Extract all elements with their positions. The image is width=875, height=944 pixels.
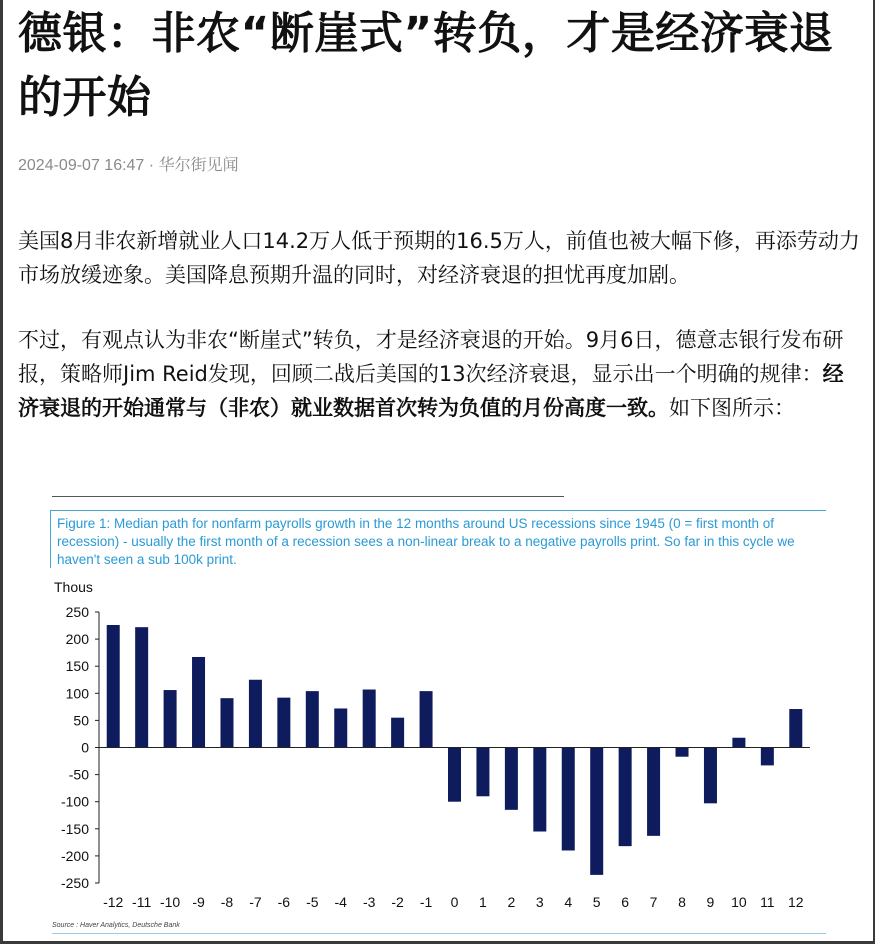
frame-left-border — [0, 0, 3, 944]
x-tick-label: -7 — [249, 894, 262, 910]
bar — [334, 708, 347, 747]
y-axis-label: Thous — [54, 579, 93, 595]
bar — [448, 748, 461, 802]
bar — [391, 718, 404, 748]
x-tick-label: 12 — [787, 894, 804, 910]
chart-figure — [46, 488, 826, 938]
x-tick-label: -4 — [334, 894, 347, 910]
x-tick-label: 1 — [479, 894, 487, 910]
y-tick-label: 0 — [81, 739, 89, 756]
y-tick-label: -50 — [68, 766, 89, 783]
y-tick-label: 200 — [65, 631, 89, 648]
figure-bottom-rule — [52, 933, 826, 934]
figure-source: Source : Haver Analytics, Deutsche Bank — [52, 922, 180, 929]
x-tick-label: -12 — [103, 894, 124, 910]
bar — [562, 748, 575, 851]
paragraph-2-tail: 如下图所示： — [669, 396, 795, 420]
bar — [732, 738, 745, 748]
x-tick-label: 11 — [760, 894, 775, 910]
bar — [533, 748, 546, 832]
y-tick-label: 150 — [65, 658, 89, 675]
x-tick-label: 8 — [678, 894, 686, 910]
bar — [249, 680, 262, 748]
bar — [619, 748, 632, 847]
payrolls-bar-chart — [46, 488, 826, 938]
bars — [107, 625, 803, 875]
y-tick-label: -150 — [60, 820, 89, 837]
article-title: 德银：非农“断崖式”转负，才是经济衰退的开始 — [18, 8, 834, 123]
y-tick-label: 50 — [73, 712, 89, 729]
x-tick-label: -5 — [306, 894, 319, 910]
figure-caption: Figure 1: Median path for nonfarm payrolls growth in the 12 months around US recessions since 1945 (0 = first month of recession) - usually the first month of a recession sees a non-linear break to a negative payrolls print. So far in this cycle we haven't seen a sub 100k print. — [50, 510, 826, 568]
x-tick-label: 2 — [507, 894, 516, 910]
bar — [676, 748, 689, 757]
y-tick-label: 100 — [65, 685, 89, 702]
bar — [704, 748, 717, 804]
x-tick-label: 0 — [450, 894, 459, 910]
bar — [192, 657, 205, 748]
source-link[interactable]: 华尔街见闻 — [158, 157, 239, 174]
x-tick-label: 5 — [592, 894, 601, 910]
publish-date: 2024-09-07 16:47 — [18, 157, 145, 174]
x-tick-label: 7 — [649, 894, 658, 910]
bar — [505, 748, 518, 810]
bar — [135, 627, 148, 747]
x-tick-label: -2 — [391, 894, 404, 910]
x-tick-label: -9 — [192, 894, 205, 910]
x-tick-label: 6 — [621, 894, 630, 910]
y-tick-label: -250 — [60, 875, 89, 891]
x-tick-label: 4 — [564, 894, 573, 910]
y-axis — [61, 604, 99, 891]
x-tick-label: -1 — [419, 894, 433, 910]
bar — [363, 690, 376, 748]
paragraph-2-text: 不过，有观点认为非农“断崖式”转负，才是经济衰退的开始。9月6日，德意志银行发布研报，策略师Jim Reid发现，回顾二战后美国的13次经济衰退，显示出一个明确的规律： — [18, 328, 844, 386]
bar — [306, 691, 319, 747]
bar — [590, 748, 603, 875]
paragraph-2-bold: 经济衰退的开始通常与（非农）就业数据首次转为负值的月份高度一致。 — [18, 362, 844, 420]
x-tick-label: 3 — [535, 894, 544, 910]
x-tick-label: 10 — [731, 894, 747, 910]
bar — [164, 690, 177, 747]
y-tick-label: 250 — [65, 604, 89, 620]
x-tick-label: -10 — [159, 894, 181, 910]
bar — [761, 748, 774, 766]
bar — [277, 698, 290, 748]
paragraph-1: 美国8月非农新增就业人口14.2万人低于预期的16.5万人，前值也被大幅下修，再添劳动力市场放缓迹象。美国降息预期升温的同时，对经济衰退的担忧再度加剧。 — [18, 229, 860, 287]
meta-separator: · — [148, 157, 155, 174]
y-tick-label: -100 — [60, 793, 89, 810]
x-tick-label: 9 — [706, 894, 715, 910]
x-tick-label: -11 — [132, 894, 152, 910]
bar — [220, 698, 233, 747]
article-meta — [18, 152, 239, 175]
y-tick-label: -200 — [60, 847, 89, 864]
x-tick-label: -3 — [362, 894, 376, 910]
bar — [476, 748, 489, 797]
x-tick-label: -8 — [220, 894, 234, 910]
x-tick-label: -6 — [277, 894, 291, 910]
bar — [420, 691, 433, 747]
bar — [107, 625, 120, 747]
paragraph-2 — [18, 323, 864, 425]
bar — [647, 748, 660, 836]
bar — [789, 709, 802, 747]
